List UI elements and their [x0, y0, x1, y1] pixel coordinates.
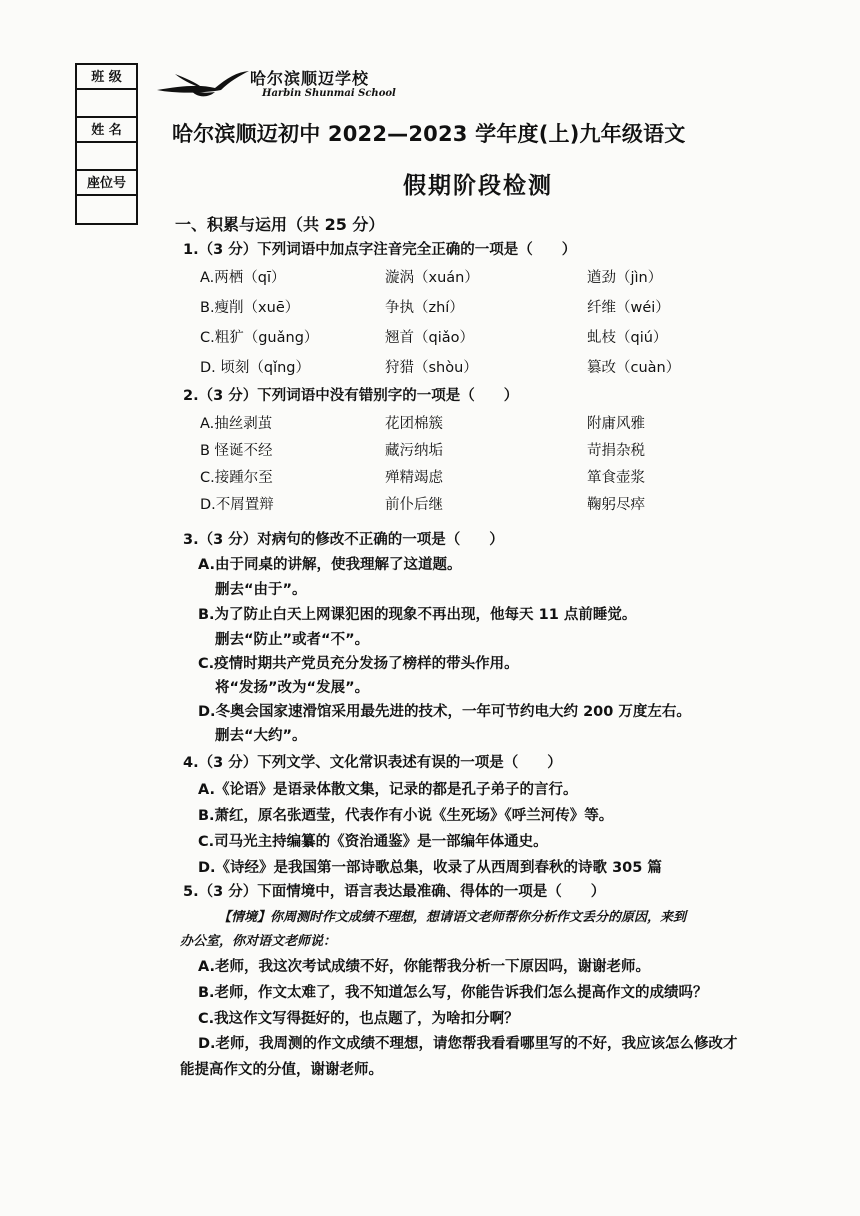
q2-option-a1: A.抽丝剥茧: [200, 416, 273, 432]
q2-option-c2: 殚精竭虑: [385, 470, 443, 486]
q1-option-c2: 翘首（qiǎo）: [385, 330, 474, 346]
q3-option-c-fix: 将“发扬”改为“发展”。: [215, 680, 370, 696]
class-label: 班 级: [77, 65, 136, 90]
q3-stem: 3.（3 分）对病句的修改不正确的一项是（ ）: [183, 532, 504, 548]
q2-option-d3: 鞠躬尽瘁: [587, 497, 645, 513]
q1-option-a1: A.两栖（qī）: [200, 270, 286, 286]
q1-stem: 1.（3 分）下列词语中加点字注音完全正确的一项是（ ）: [183, 242, 577, 258]
school-logo: [155, 66, 455, 106]
q1-option-c3: 虬枝（qiú）: [587, 330, 668, 346]
logo-school-name-cn: 哈尔滨顺迈学校: [250, 69, 370, 88]
q1-option-a3: 遒劲（jìn）: [587, 270, 663, 286]
bird-logo-icon: [155, 66, 250, 102]
q1-option-b1: B.瘦削（xuē）: [200, 300, 300, 316]
q1-option-d3: 篡改（cuàn）: [587, 360, 681, 376]
q5-situation-line1: 【情境】你周测时作文成绩不理想，想请语文老师帮你分析作文丢分的原因，来到: [218, 910, 687, 925]
student-info-box: [75, 63, 138, 225]
q2-option-c1: C.接踵尔至: [200, 470, 273, 486]
class-blank: [77, 90, 136, 118]
q1-option-d1: D. 顷刻（qǐng）: [200, 360, 311, 376]
q1-option-a2: 漩涡（xuán）: [385, 270, 479, 286]
q1-option-b3: 纤维（wéi）: [587, 300, 670, 316]
name-label: 姓 名: [77, 118, 136, 143]
q4-option-a: A.《论语》是语录体散文集，记录的都是孔子弟子的言行。: [198, 782, 578, 798]
q4-option-b: B.萧红，原名张迺莹，代表作有小说《生死场》《呼兰河传》等。: [198, 808, 614, 824]
q1-option-c1: C.粗犷（guǎng）: [200, 330, 319, 346]
q2-option-b1: B 怪诞不经: [200, 443, 273, 459]
seat-blank: [77, 196, 136, 223]
q5-option-d-cont: 能提高作文的分值，谢谢老师。: [180, 1062, 383, 1078]
q4-option-c: C.司马光主持编纂的《资治通鉴》是一部编年体通史。: [198, 834, 548, 850]
q5-option-b: B.老师，作文太难了，我不知道怎么写，你能告诉我们怎么提高作文的成绩吗？: [198, 985, 708, 1001]
q3-option-d: D.冬奥会国家速滑馆采用最先进的技术，一年可节约电大约 200 万度左右。: [198, 704, 691, 720]
name-blank: [77, 143, 136, 171]
q5-option-a: A.老师，我这次考试成绩不好，你能帮我分析一下原因吗，谢谢老师。: [198, 959, 650, 975]
q2-option-a3: 附庸风雅: [587, 416, 645, 432]
seat-label: 座位号: [77, 171, 136, 196]
q2-option-b2: 藏污纳垢: [385, 443, 443, 459]
q3-option-a-fix: 删去“由于”。: [215, 582, 307, 598]
q1-option-d2: 狩猎（shòu）: [385, 360, 478, 376]
exam-subtitle: 假期阶段检测: [403, 173, 553, 199]
q2-stem: 2.（3 分）下列词语中没有错别字的一项是（ ）: [183, 388, 519, 404]
q3-option-b-fix: 删去“防止”或者“不”。: [215, 632, 370, 648]
section-heading: 一、积累与运用（共 25 分）: [175, 215, 385, 234]
q4-stem: 4.（3 分）下列文学、文化常识表述有误的一项是（ ）: [183, 755, 562, 771]
q3-option-c: C.疫情时期共产党员充分发扬了榜样的带头作用。: [198, 656, 519, 672]
q2-option-d1: D.不屑置辩: [200, 497, 274, 513]
q5-option-d: D.老师，我周测的作文成绩不理想，请您帮我看看哪里写的不好，我应该怎么修改才: [198, 1036, 738, 1052]
logo-school-name-en: Harbin Shunmai School: [262, 88, 396, 99]
q2-option-c3: 箪食壶浆: [587, 470, 645, 486]
q3-option-d-fix: 删去“大约”。: [215, 728, 307, 744]
q5-situation-line2: 办公室，你对语文老师说：: [180, 934, 337, 949]
q2-option-d2: 前仆后继: [385, 497, 443, 513]
q1-option-b2: 争执（zhí）: [385, 300, 464, 316]
q3-option-b: B.为了防止白天上网课犯困的现象不再出现，他每天 11 点前睡觉。: [198, 607, 637, 623]
q4-option-d: D.《诗经》是我国第一部诗歌总集，收录了从西周到春秋的诗歌 305 篇: [198, 860, 662, 876]
q2-option-a2: 花团棉簇: [385, 416, 443, 432]
q3-option-a: A.由于同桌的讲解，使我理解了这道题。: [198, 557, 462, 573]
q5-stem: 5.（3 分）下面情境中，语言表达最准确、得体的一项是（ ）: [183, 884, 606, 900]
q5-option-c: C.我这作文写得挺好的，也点题了，为啥扣分啊？: [198, 1011, 519, 1027]
q2-option-b3: 苛捐杂税: [587, 443, 645, 459]
exam-title: 哈尔滨顺迈初中 2022—2023 学年度(上)九年级语文: [172, 122, 686, 146]
